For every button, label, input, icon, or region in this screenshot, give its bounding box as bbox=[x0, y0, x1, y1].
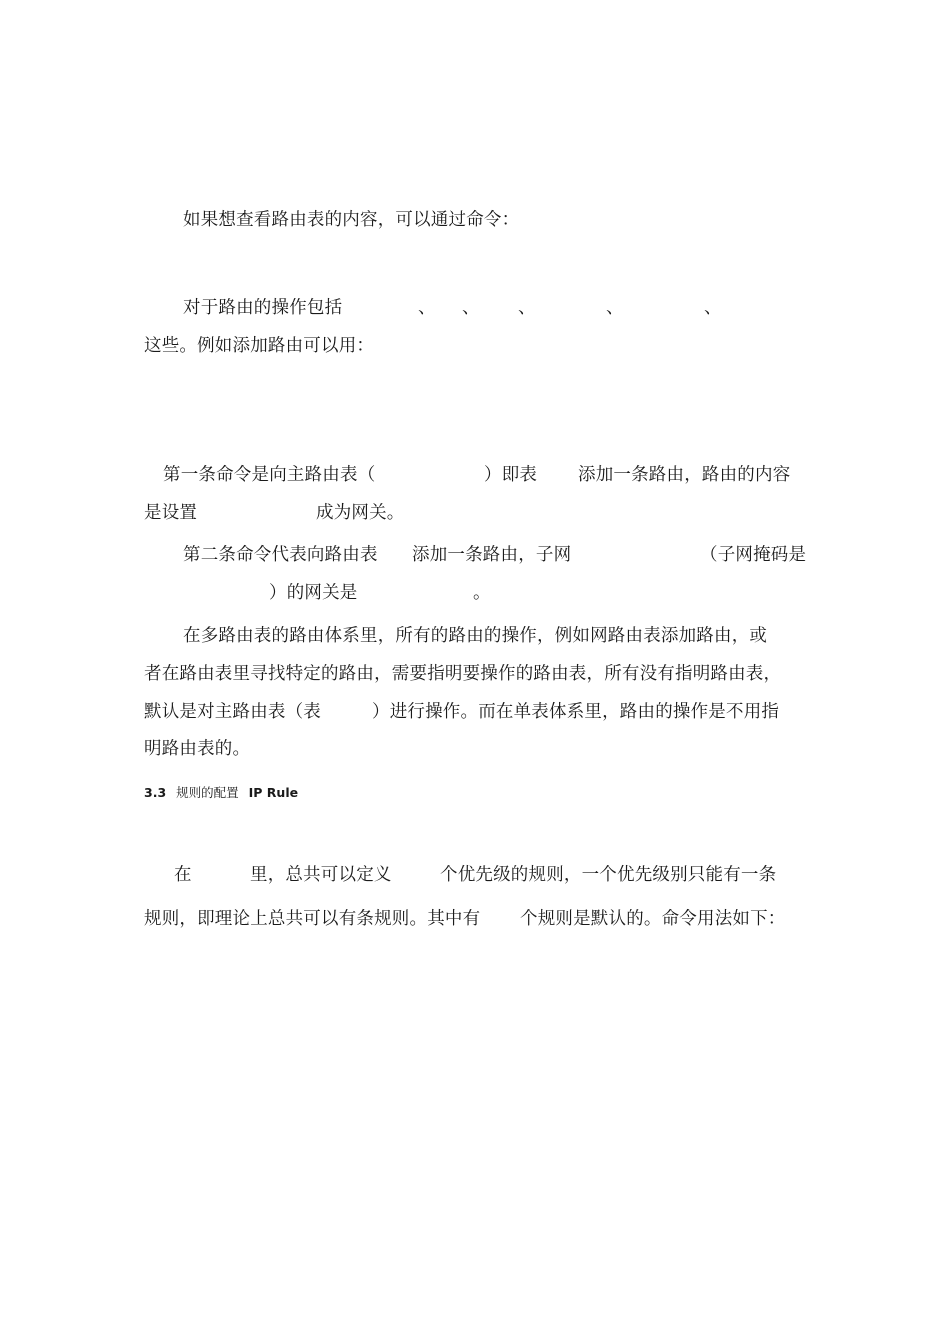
paragraph-4-text: 。 bbox=[473, 583, 491, 603]
paragraph-3-text: 是设置 bbox=[144, 503, 198, 523]
section-title-english: IP Rule bbox=[248, 785, 299, 800]
paragraph-5-line-3: 默认是对主路由表（表 bbox=[144, 702, 321, 722]
section-number: 3.3 bbox=[144, 785, 167, 800]
paragraph-6-text: 在 bbox=[174, 865, 192, 885]
paragraph-4-text: 第二条命令代表向路由表 bbox=[183, 545, 378, 565]
paragraph-4-text: （子网掩码是 bbox=[700, 545, 807, 565]
paragraph-3-text: 添加一条路由，路由的内容 bbox=[578, 465, 791, 485]
paragraph-4-text: ）的网关是 bbox=[269, 583, 358, 603]
paragraph-5-line-1: 在多路由表的路由体系里，所有的路由的操作，例如网路由表添加路由，或 bbox=[183, 626, 768, 646]
separator: 、 bbox=[462, 298, 480, 318]
paragraph-1-line-1: 如果想查看路由表的内容，可以通过命令： bbox=[183, 210, 520, 230]
paragraph-3-text: 成为网关。 bbox=[316, 503, 405, 523]
separator: 、 bbox=[704, 298, 722, 318]
section-heading bbox=[144, 784, 298, 802]
paragraph-6-text: 个优先级的规则，一个优先级别只能有一条 bbox=[440, 865, 777, 885]
paragraph-6-text: 规则，即理论上总共可以有条规则。其中有 bbox=[144, 909, 481, 929]
separator: 、 bbox=[418, 298, 436, 318]
paragraph-6-text: 个规则是默认的。命令用法如下： bbox=[520, 909, 786, 929]
paragraph-5-line-3: ）进行操作。而在单表体系里，路由的操作是不用指 bbox=[372, 702, 780, 722]
section-title: 规则的配置 bbox=[176, 785, 239, 800]
paragraph-3-text: ）即表 bbox=[484, 465, 538, 485]
paragraph-4-text: 添加一条路由，子网 bbox=[412, 545, 572, 565]
paragraph-2-text: 对于路由的操作包括 bbox=[183, 298, 343, 318]
paragraph-2-line-2: 这些。例如添加路由可以用： bbox=[144, 336, 375, 356]
separator: 、 bbox=[518, 298, 536, 318]
paragraph-6-text: 里，总共可以定义 bbox=[250, 865, 392, 885]
paragraph-5-line-4: 明路由表的。 bbox=[144, 739, 251, 759]
paragraph-5-line-2: 者在路由表里寻找特定的路由，需要指明要操作的路由表，所有没有指明路由表， bbox=[144, 664, 782, 684]
separator: 、 bbox=[606, 298, 624, 318]
paragraph-3-text: 第一条命令是向主路由表（ bbox=[163, 465, 376, 485]
